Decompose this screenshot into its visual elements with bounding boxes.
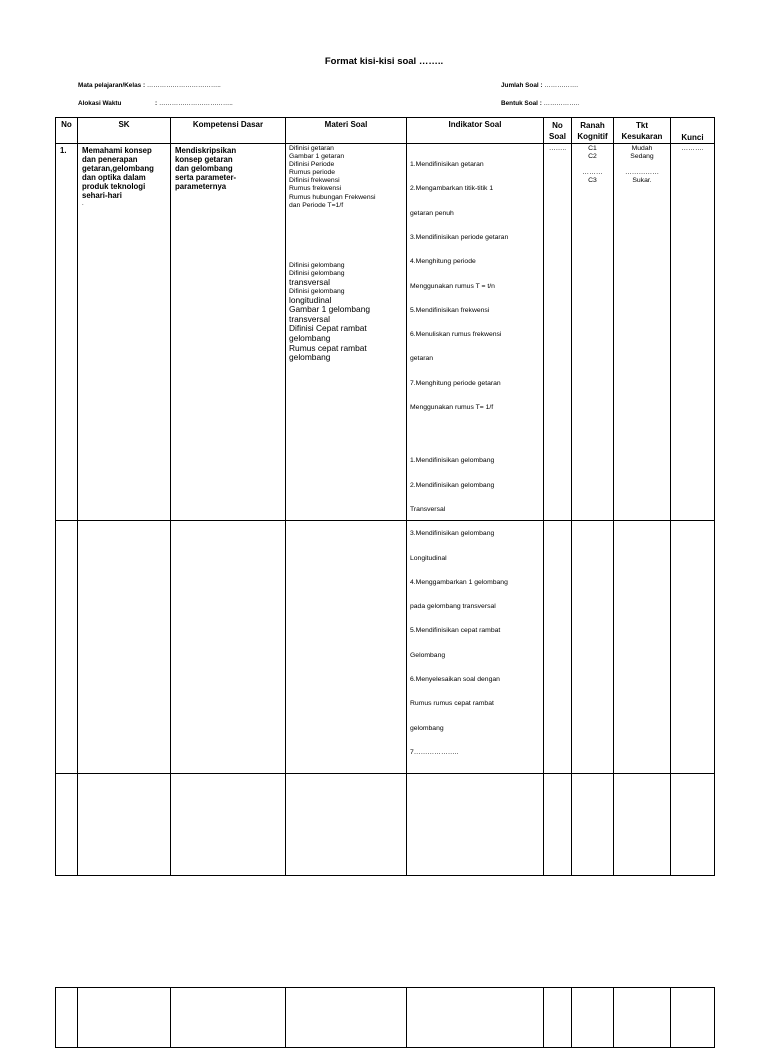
indikator-gap bbox=[410, 428, 541, 441]
mata-pelajaran-label: Mata pelajaran/Kelas : bbox=[78, 82, 146, 89]
materi-line: gelombang bbox=[289, 334, 331, 343]
indikator-line: getaran bbox=[410, 355, 434, 363]
sk-line: Memahami konsep bbox=[82, 146, 152, 155]
row-no: 1. bbox=[56, 144, 78, 774]
header-tingkat-kesukaran bbox=[614, 118, 671, 144]
alokasi-waktu-line bbox=[78, 100, 233, 107]
empty-cell bbox=[671, 521, 715, 876]
tkt-line: Mudah bbox=[631, 145, 653, 152]
indikator-line: 7.Menghitung periode getaran bbox=[410, 379, 501, 387]
materi-gap bbox=[289, 210, 404, 262]
ranah-line: C1 bbox=[588, 145, 597, 152]
kd-line: Mendiskripsikan bbox=[175, 146, 237, 155]
empty-cell bbox=[171, 521, 286, 876]
materi-line: Difinisi Cepat rambat bbox=[289, 324, 367, 334]
materi-line: Difinisi Periode bbox=[289, 161, 335, 169]
indikator-line: getaran penuh bbox=[410, 209, 454, 217]
header-tkt-line1: Tkt bbox=[636, 120, 648, 130]
materi-line: Difinisi gelombang bbox=[289, 269, 345, 277]
indikator-line: gelombang bbox=[410, 724, 444, 732]
sk-line: getaran,gelombang bbox=[82, 164, 154, 173]
tkt-line bbox=[614, 161, 670, 169]
header-ranah-line2: Kognitif bbox=[577, 131, 608, 141]
empty-cell bbox=[407, 521, 544, 876]
bentuk-soal-line bbox=[501, 100, 579, 107]
sk-line: . bbox=[82, 201, 84, 207]
indikator-line: 3.Mendifinisikan periode getaran bbox=[410, 234, 509, 242]
jumlah-soal-line bbox=[501, 82, 578, 89]
indikator-line: 6.Menyelesaikan soal dengan bbox=[410, 676, 500, 683]
empty-row bbox=[56, 988, 715, 1048]
indikator-line: 3.Mendifinisikan gelombang bbox=[410, 530, 495, 538]
materi-line: Difinisi getaran bbox=[289, 145, 334, 152]
mata-pelajaran-value: …………………………….. bbox=[146, 82, 221, 89]
tkt-line: …………… bbox=[625, 169, 659, 177]
jumlah-soal-label: Jumlah Soal : bbox=[501, 82, 543, 89]
header-materi-soal: Materi Soal bbox=[286, 118, 407, 144]
alokasi-waktu-colon: : bbox=[155, 100, 158, 107]
materi-line: transversal bbox=[289, 277, 330, 287]
empty-cell bbox=[56, 988, 78, 1048]
materi-line: longitudinal bbox=[289, 295, 332, 305]
ranah-line: C2 bbox=[588, 153, 597, 161]
alokasi-waktu-value: …………………………….. bbox=[158, 100, 233, 107]
empty-row bbox=[56, 521, 715, 876]
header-indikator-soal: Indikator Soal bbox=[407, 118, 544, 144]
ranah-line bbox=[572, 161, 613, 169]
indikator-line: 5.Mendifinisikan cepat rambat bbox=[410, 627, 501, 635]
header-kunci: Kunci bbox=[671, 118, 715, 144]
empty-cell bbox=[544, 988, 572, 1048]
row-kunci: ………. bbox=[671, 144, 715, 774]
ranah-line: ……… bbox=[582, 169, 603, 177]
header-ranah-line1: Ranah bbox=[580, 120, 605, 130]
header-kompetensi-dasar: Kompetensi Dasar bbox=[171, 118, 286, 144]
bentuk-soal-value: …………….. bbox=[543, 100, 580, 107]
indikator-line: 5.Mendifinisikan frekwensi bbox=[410, 306, 490, 314]
materi-line: Gambar 1 gelombang bbox=[289, 305, 371, 315]
materi-line: Difinisi frekwensi bbox=[289, 177, 340, 185]
ranah-line: C3 bbox=[588, 177, 597, 185]
kd-line: serta parameter- bbox=[175, 173, 237, 182]
header-no-soal bbox=[544, 118, 572, 144]
header-no: No bbox=[56, 118, 78, 144]
header-ranah-kognitif bbox=[572, 118, 614, 144]
indikator-line: Transversal bbox=[410, 506, 446, 514]
indikator-line: pada gelombang transversal bbox=[410, 603, 496, 611]
materi-line: Rumus periode bbox=[289, 169, 336, 177]
empty-cell bbox=[544, 521, 572, 876]
empty-cell bbox=[171, 988, 286, 1048]
empty-cell bbox=[78, 521, 171, 876]
empty-cell bbox=[78, 988, 171, 1048]
sk-line: produk teknologi bbox=[82, 182, 146, 191]
indikator-line: Gelombang bbox=[410, 651, 446, 659]
materi-line: dan Periode T=1/f bbox=[289, 201, 344, 209]
empty-cell bbox=[671, 988, 715, 1048]
bentuk-soal-label: Bentuk Soal : bbox=[501, 100, 542, 107]
indikator-line: Longitudinal bbox=[410, 554, 447, 562]
header-sk: SK bbox=[78, 118, 171, 144]
row-no-soal: …….. bbox=[544, 144, 572, 774]
indikator-line: 4.Menghitung periode bbox=[410, 258, 476, 266]
materi-line: Rumus hubungan Frekwensi bbox=[289, 193, 376, 201]
indikator-line: 7……………….. bbox=[410, 748, 459, 756]
sk-line: dan penerapan bbox=[82, 155, 138, 164]
empty-cell bbox=[614, 521, 671, 876]
indikator-line: 1.Mendifinisikan gelombang bbox=[410, 457, 495, 465]
sk-line: dan optika dalam bbox=[82, 173, 146, 182]
kd-line: parameternya bbox=[175, 182, 227, 191]
empty-cell bbox=[407, 988, 544, 1048]
indikator-line: 6.Menuliskan rumus frekwensi bbox=[410, 331, 502, 339]
header-no-soal-line2: Soal bbox=[549, 131, 566, 141]
empty-cell bbox=[286, 988, 407, 1048]
indikator-line: Rumus rumus cepat rambat bbox=[410, 700, 494, 708]
empty-table-2 bbox=[55, 520, 715, 876]
empty-table-3 bbox=[55, 987, 715, 1048]
indikator-line: 1.Mendifinisikan getaran bbox=[410, 161, 484, 169]
indikator-line: Menggunakan rumus T= 1/f bbox=[410, 404, 494, 411]
materi-line: Difinisi gelombang bbox=[289, 287, 345, 295]
empty-cell bbox=[572, 521, 614, 876]
header-row bbox=[56, 118, 715, 144]
tkt-line: Sedang bbox=[630, 153, 654, 161]
indikator-line: 4.Menggambarkan 1 gelombang bbox=[410, 578, 508, 586]
empty-cell bbox=[56, 521, 78, 876]
empty-cell bbox=[614, 988, 671, 1048]
kd-line: konsep getaran bbox=[175, 155, 233, 164]
alokasi-waktu-label: Alokasi Waktu bbox=[78, 100, 122, 107]
header-tkt-line2: Kesukaran bbox=[621, 131, 663, 141]
kd-line: dan gelombang bbox=[175, 164, 233, 173]
indikator-line: 2.Mengambarkan titik-titik 1 bbox=[410, 185, 494, 193]
materi-line: Rumus frekwensi bbox=[289, 185, 342, 193]
materi-line: Gambar 1 getaran bbox=[289, 153, 345, 161]
sk-line: sehari-hari bbox=[82, 191, 122, 200]
empty-cell bbox=[286, 521, 407, 876]
indikator-line: 2.Mendifinisikan gelombang bbox=[410, 481, 495, 489]
mata-pelajaran-line bbox=[78, 82, 221, 89]
materi-line: Difinisi gelombang bbox=[289, 261, 345, 269]
jumlah-soal-value: ……………. bbox=[544, 82, 579, 89]
header-no-soal-line1: No bbox=[552, 120, 563, 130]
page-title: Format kisi-kisi soal …….. bbox=[324, 56, 444, 67]
tkt-line: Sukar. bbox=[632, 177, 652, 185]
materi-line: Rumus cepat rambat bbox=[289, 343, 367, 353]
materi-line: transversal bbox=[289, 314, 330, 324]
empty-cell bbox=[572, 988, 614, 1048]
materi-line: gelombang bbox=[289, 353, 331, 363]
indikator-line: Menggunakan rumus T = t/n bbox=[410, 282, 495, 290]
